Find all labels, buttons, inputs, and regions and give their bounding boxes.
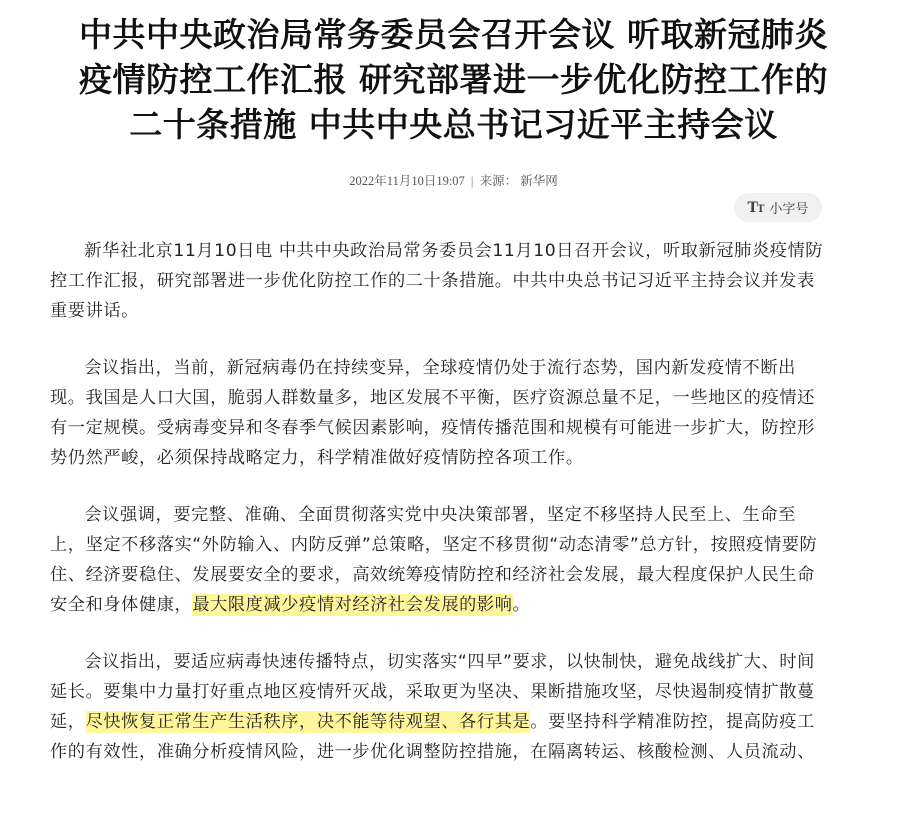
title-line: 疫情防控工作汇报 研究部署进一步优化防控工作的 <box>79 60 828 99</box>
title-line: 二十条措施 中共中央总书记习近平主持会议 <box>129 105 778 144</box>
paragraph-line <box>50 590 842 620</box>
paragraph-line: 现。我国是人口大国，脆弱人群数量多，地区发展不平衡，医疗资源总量不足，一些地区的疫情还 <box>50 388 815 408</box>
paragraph-line: 势仍然严峻，必须保持战略定力，科学精准做好疫情防控各项工作。 <box>50 448 584 468</box>
title-line: 中共中央政治局常务委员会召开会议 听取新冠肺炎 <box>79 15 828 54</box>
source-label: 来源： <box>479 174 518 188</box>
text-segment: 安全和身体健康， <box>50 595 193 615</box>
article-meta <box>0 171 907 189</box>
font-size-toggle-label: 小字号 <box>769 202 809 217</box>
font-size-toggle-button[interactable] <box>734 193 822 222</box>
paragraph-line: 会议强调，要完整、准确、全面贯彻落实党中央决策部署，坚定不移坚持人民至上、生命至 <box>84 505 796 525</box>
article-body <box>50 236 842 794</box>
paragraph-line: 延长。要集中力量打好重点地区疫情歼灭战，采取更为坚决、果断措施攻坚，尽快遏制疫情扩散蔓 <box>50 682 815 702</box>
text-segment: 。 <box>512 595 531 615</box>
paragraph <box>50 647 842 767</box>
publish-datetime: 2022年11月10日19:07 <box>349 174 465 188</box>
paragraph-line <box>50 707 842 737</box>
paragraph-line: 新华社北京11月10日电 中共中央政治局常务委员会11月10日召开会议，听取新冠肺炎疫情防 <box>84 241 824 261</box>
paragraph-line: 作的有效性，准确分析疫情风险，进一步优化调整防控措施，在隔离转运、核酸检测、人员流动、 <box>50 742 815 762</box>
paragraph <box>50 236 842 326</box>
paragraph-line: 住、经济要稳住、发展要安全的要求，高效统筹疫情防控和经济社会发展，最大程度保护人民生命 <box>50 565 815 585</box>
highlighted-text: 最大限度减少疫情对经济社会发展的影响 <box>192 595 513 615</box>
highlighted-text: 尽快恢复正常生产生活秩序，决不能等待观望、各行其是 <box>85 712 531 732</box>
paragraph <box>50 353 842 473</box>
paragraph-line: 控工作汇报，研究部署进一步优化防控工作的二十条措施。中共中央总书记习近平主持会议并发表 <box>50 271 815 291</box>
paragraph-line: 上，坚定不移落实“外防输入、内防反弹”总策略，坚定不移贯彻“动态清零”总方针，按照疫情要防 <box>50 535 818 555</box>
text-segment: 延， <box>50 712 86 732</box>
article-title <box>20 12 887 147</box>
paragraph-line: 会议指出，当前，新冠病毒仍在持续变异，全球疫情仍处于流行态势，国内新发疫情不断出 <box>84 358 796 378</box>
paragraph-line: 有一定规模。受病毒变异和冬春季气候因素影响，疫情传播范围和规模有可能进一步扩大，防控形 <box>50 418 815 438</box>
text-size-icon: TT <box>747 199 764 216</box>
text-segment: 。要坚持科学精准防控，提高防疫工 <box>530 712 815 732</box>
source-name: 新华网 <box>520 174 558 188</box>
meta-separator: | <box>470 174 474 188</box>
paragraph <box>50 500 842 620</box>
paragraph-line: 重要讲话。 <box>50 301 139 321</box>
paragraph-line: 会议指出，要适应病毒快速传播特点，切实落实“四早”要求，以快制快，避免战线扩大、时间 <box>84 652 815 672</box>
